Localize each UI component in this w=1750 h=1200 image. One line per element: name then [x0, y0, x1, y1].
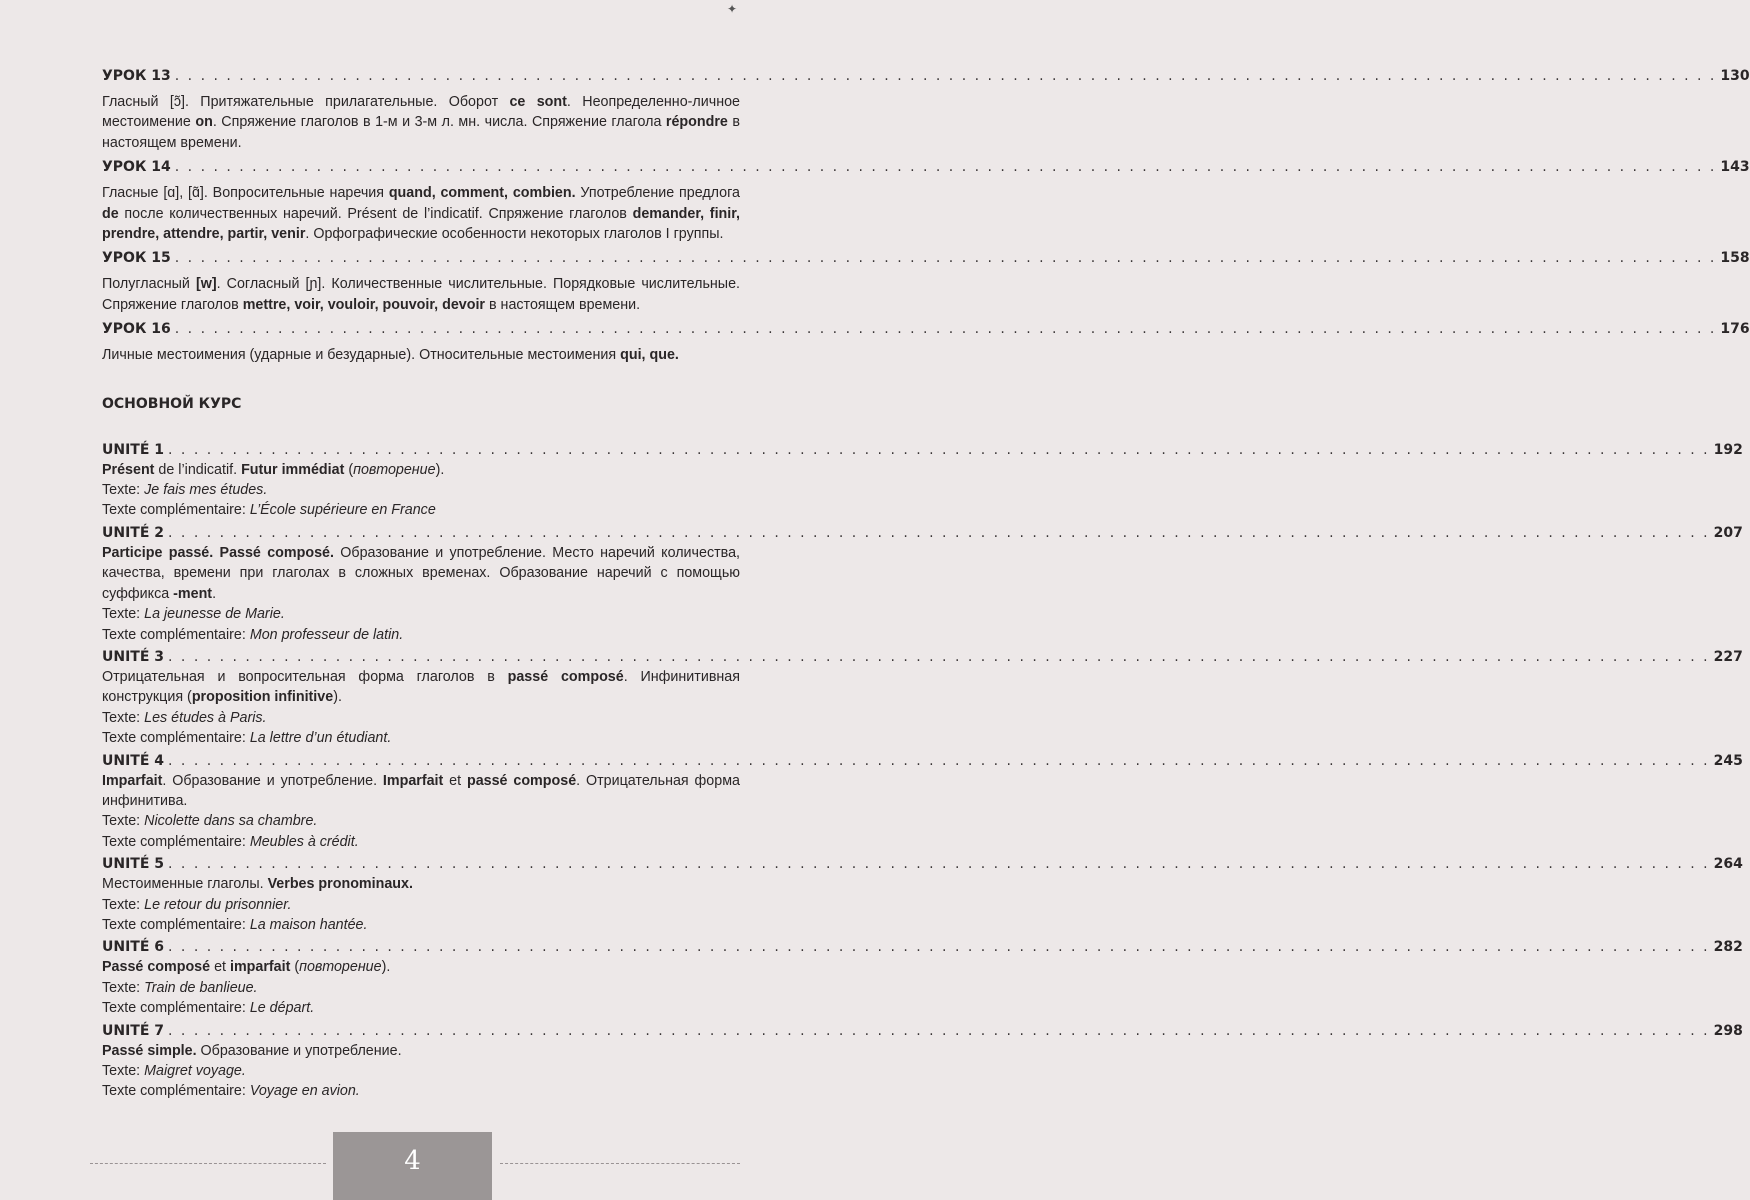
description-fragment: proposition infinitive — [191, 689, 334, 706]
entry-page-number: 264 — [1713, 856, 1743, 873]
description-fragment: Passé simple. — [102, 1042, 197, 1059]
texte-title: Nicolette dans sa chambre. — [144, 813, 318, 830]
description-fragment: [w] — [195, 276, 217, 293]
complementaire-title: Voyage en avion. — [249, 1083, 360, 1100]
entry-label: UNITÉ 3 — [102, 648, 165, 665]
description-fragment: on — [195, 114, 213, 131]
texte-label: Texte: — [102, 979, 145, 996]
entry-description — [102, 874, 740, 894]
footer-divider-right — [500, 1163, 740, 1164]
complementaire-label: Texte complémentaire: — [102, 833, 250, 850]
description-fragment: Гласный [ɔ̃]. Притяжательные прилагательные. Оборот — [102, 94, 510, 110]
complementaire-line — [102, 915, 740, 935]
complementaire-title: Mon professeur de latin. — [249, 626, 404, 643]
page-number: 4 — [404, 1146, 421, 1176]
entry-label: UNITÉ 6 — [102, 939, 165, 956]
toc-lesson — [102, 66, 1750, 153]
footer-divider-left — [90, 1163, 326, 1164]
toc-entry-heading — [102, 937, 1743, 957]
entry-page-number: 176 — [1720, 321, 1750, 338]
description-fragment: de l’indicatif. — [154, 461, 242, 478]
texte-label: Texte: — [102, 813, 145, 830]
description-fragment: Полугласный — [102, 276, 196, 293]
description-fragment: повторение — [353, 461, 436, 478]
description-fragment: Imparfait — [382, 772, 444, 789]
toc-unit — [102, 751, 1743, 853]
entry-description — [102, 957, 740, 977]
entry-page-number: 192 — [1713, 441, 1743, 458]
toc-entry-heading — [102, 854, 1743, 874]
texte-line — [102, 480, 740, 500]
texte-label: Texte: — [102, 896, 145, 913]
toc-unit — [102, 937, 1743, 1018]
toc-entry-heading — [102, 751, 1743, 771]
texte-line — [102, 978, 740, 998]
entry-description — [102, 771, 740, 812]
texte-label: Texte: — [102, 1063, 145, 1079]
toc-entry-heading — [102, 647, 1743, 667]
leader-dots: . . . . . . . . . . . . . . . . . . . . . . . . . . . . . . . . . . . . . . . . . . . . . . . . . . . . . . . . . . . . . . . . . . . . . . . . . . . . . . . . . . . . . . . . . . . . . . . . . . . . . . . . . . . . . . . . . . . . . . . . — [168, 856, 1710, 873]
description-fragment: Употребление предлога — [575, 185, 740, 202]
entry-page-number: 130 — [1720, 68, 1750, 84]
description-fragment: ce sont — [509, 94, 567, 110]
entry-page-number: 282 — [1713, 939, 1743, 956]
complementaire-label: Texte complémentaire: — [102, 730, 250, 747]
entry-page-number: 245 — [1713, 752, 1743, 769]
leader-dots: . . . . . . . . . . . . . . . . . . . . . . . . . . . . . . . . . . . . . . . . . . . . . . . . . . . . . . . . . . . . . . . . . . . . . . . . . . . . . . . . . . . . . . . . . . . . . . . . . . . . . . . . . . . . . . . . . . . . . . . . — [174, 159, 1717, 176]
entry-label: УРОК 15 — [102, 250, 171, 267]
entry-description — [102, 543, 740, 604]
description-fragment: ( — [290, 959, 300, 976]
entry-label: УРОК 14 — [102, 159, 171, 176]
description-fragment: . Образование и употребление. — [162, 772, 383, 789]
toc-unit — [102, 854, 1743, 935]
texte-title: Les études à Paris. — [144, 709, 267, 726]
entry-description — [102, 274, 740, 315]
texte-title: Je fais mes études. — [144, 482, 268, 499]
complementaire-line — [102, 500, 740, 520]
complementaire-label: Texte complémentaire: — [102, 626, 250, 643]
description-fragment: Passé composé — [102, 959, 211, 976]
complementaire-title: Meubles à crédit. — [249, 833, 359, 850]
description-fragment: Futur immédiat — [241, 461, 345, 478]
leader-dots: . . . . . . . . . . . . . . . . . . . . . . . . . . . . . . . . . . . . . . . . . . . . . . . . . . . . . . . . . . . . . . . . . . . . . . . . . . . . . . . . . . . . . . . . . . . . . . . . . . . . . . . . . . . . . . . . . . . . . . . . — [168, 752, 1710, 769]
entry-description — [102, 183, 740, 244]
description-fragment: imparfait — [229, 959, 291, 976]
description-fragment: Образование и употребление. Место наречий количества, качества, времени при глаголах в сложных временах. Образование наречий с помощью суффикса — [102, 544, 740, 602]
table-of-contents — [102, 66, 1750, 1104]
toc-unit — [102, 523, 1743, 645]
description-fragment: . Спряжение глаголов в 1-м и 3-м л. мн. числа. Спряжение глагола — [212, 114, 666, 131]
entry-description — [102, 460, 740, 480]
description-fragment: . Неопределенно-личное местоимение — [102, 94, 740, 131]
complementaire-label: Texte complémentaire: — [102, 502, 250, 519]
leader-dots: . . . . . . . . . . . . . . . . . . . . . . . . . . . . . . . . . . . . . . . . . . . . . . . . . . . . . . . . . . . . . . . . . . . . . . . . . . . . . . . . . . . . . . . . . . . . . . . . . . . . . . . . . . . . . . . . . . . . . . . . — [174, 250, 1717, 267]
leader-dots: . . . . . . . . . . . . . . . . . . . . . . . . . . . . . . . . . . . . . . . . . . . . . . . . . . . . . . . . . . . . . . . . . . . . . . . . . . . . . . . . . . . . . . . . . . . . . . . . . . . . . . . . . . . . . . . . . . . . . . . . — [168, 648, 1710, 665]
section-title: ОСНОВНОЙ КУРС — [102, 395, 242, 412]
texte-label: Texte: — [102, 709, 145, 726]
texte-line — [102, 708, 740, 728]
description-fragment: ). — [381, 959, 391, 976]
complementaire-line — [102, 998, 740, 1018]
texte-line — [102, 1061, 740, 1081]
complementaire-label: Texte complémentaire: — [102, 1000, 250, 1017]
lessons-list — [102, 66, 1750, 366]
entry-page-number: 143 — [1720, 159, 1750, 176]
toc-unit — [102, 440, 1743, 521]
entry-page-number: 207 — [1713, 524, 1743, 541]
entry-label: UNITÉ 5 — [102, 856, 165, 873]
texte-label: Texte: — [102, 606, 145, 623]
description-fragment: Местоименные глаголы. — [102, 876, 268, 893]
entry-description — [102, 667, 740, 708]
description-fragment: . Согласный [ɲ]. Количественные числительные. Порядковые числительные. Спряжение глаголов — [102, 276, 740, 313]
description-fragment: в настоящем времени. — [485, 296, 641, 313]
complementaire-label: Texte complémentaire: — [102, 1083, 250, 1100]
leader-dots: . . . . . . . . . . . . . . . . . . . . . . . . . . . . . . . . . . . . . . . . . . . . . . . . . . . . . . . . . . . . . . . . . . . . . . . . . . . . . . . . . . . . . . . . . . . . . . . . . . . . . . . . . . . . . . . . . . . . . . . . — [168, 441, 1710, 458]
entry-label: UNITÉ 7 — [102, 1022, 165, 1039]
entry-label: UNITÉ 2 — [102, 524, 165, 541]
leader-dots: . . . . . . . . . . . . . . . . . . . . . . . . . . . . . . . . . . . . . . . . . . . . . . . . . . . . . . . . . . . . . . . . . . . . . . . . . . . . . . . . . . . . . . . . . . . . . . . . . . . . . . . . . . . . . . . . . . . . . . . . — [168, 524, 1710, 541]
complementaire-line — [102, 625, 740, 645]
description-fragment: после количественных наречий. Présent de l’indicatif. Спряжение глаголов — [118, 205, 633, 222]
description-fragment: Гласные [ɑ], [ɑ̃]. Вопросительные наречия — [102, 185, 389, 202]
units-list — [102, 440, 1743, 1102]
description-fragment: повторение — [299, 959, 382, 976]
toc-entry-heading — [102, 523, 1743, 543]
leader-dots: . . . . . . . . . . . . . . . . . . . . . . . . . . . . . . . . . . . . . . . . . . . . . . . . . . . . . . . . . . . . . . . . . . . . . . . . . . . . . . . . . . . . . . . . . . . . . . . . . . . . . . . . . . . . . . . . . . . . . . . . — [168, 939, 1710, 956]
texte-title: Le retour du prisonnier. — [144, 896, 292, 913]
toc-lesson — [102, 248, 1750, 315]
description-fragment: Отрицательная и вопросительная форма глаголов в — [102, 668, 508, 685]
entry-page-number: 227 — [1713, 648, 1743, 665]
description-fragment: -ment — [173, 585, 213, 602]
description-fragment: Verbes pronominaux. — [267, 876, 413, 893]
toc-entry-heading — [102, 157, 1750, 177]
description-fragment: . Орфографические особенности некоторых глаголов I группы. — [305, 226, 724, 243]
page-number-box — [333, 1132, 492, 1200]
description-fragment: et — [443, 772, 467, 789]
complementaire-title: L’École supérieure en France — [249, 502, 436, 519]
toc-lesson — [102, 157, 1750, 244]
entry-description — [102, 92, 740, 153]
description-fragment: ). — [435, 461, 445, 478]
complementaire-label: Texte complémentaire: — [102, 916, 250, 933]
toc-entry-heading — [102, 248, 1750, 268]
description-fragment: passé composé — [466, 772, 577, 789]
description-fragment: ). — [333, 689, 342, 706]
entry-page-number: 158 — [1720, 250, 1750, 267]
complementaire-line — [102, 1081, 740, 1101]
description-fragment: Présent — [102, 461, 155, 478]
description-fragment: Образование и употребление. — [196, 1042, 402, 1059]
entry-description — [102, 1041, 740, 1061]
complementaire-title: La maison hantée. — [249, 916, 368, 933]
texte-title: Maigret voyage. — [144, 1063, 246, 1079]
toc-unit — [102, 1021, 1743, 1102]
description-fragment: et — [210, 959, 230, 976]
texte-line — [102, 895, 740, 915]
description-fragment: répondre — [665, 114, 728, 131]
toc-unit — [102, 647, 1743, 749]
texte-line — [102, 811, 740, 831]
toc-entry-heading — [102, 1021, 1743, 1041]
description-fragment: . Инфинитивная конструкция ( — [102, 668, 740, 706]
entry-description — [102, 345, 740, 365]
description-fragment: Личные местоимения (ударные и безударные). Относительные местоимения — [102, 347, 621, 364]
description-fragment: ( — [344, 461, 354, 478]
complementaire-title: Le départ. — [249, 1000, 315, 1017]
toc-entry-heading — [102, 319, 1750, 339]
entry-page-number: 298 — [1713, 1022, 1743, 1039]
description-fragment: quand, comment, combien. — [388, 185, 576, 202]
entry-label: УРОК 13 — [102, 68, 171, 84]
description-fragment: Imparfait — [102, 772, 163, 789]
description-fragment: mettre, voir, vouloir, pouvoir, devoir — [242, 296, 486, 313]
texte-label: Texte: — [102, 482, 145, 499]
description-fragment: passé composé — [507, 668, 624, 685]
texte-title: La jeunesse de Marie. — [144, 606, 285, 623]
entry-label: UNITÉ 1 — [102, 441, 165, 458]
corner-mark: ✦ — [727, 2, 738, 16]
complementaire-title: La lettre d’un étudiant. — [249, 730, 392, 747]
leader-dots: . . . . . . . . . . . . . . . . . . . . . . . . . . . . . . . . . . . . . . . . . . . . . . . . . . . . . . . . . . . . . . . . . . . . . . . . . . . . . . . . . . . . . . . . . . . . . . . . . . . . . . . . . . . . . . . . . . . . . . . . — [174, 68, 1717, 84]
entry-label: UNITÉ 4 — [102, 752, 165, 769]
complementaire-line — [102, 728, 740, 748]
description-fragment: qui, que. — [620, 347, 679, 364]
complementaire-line — [102, 832, 740, 852]
leader-dots: . . . . . . . . . . . . . . . . . . . . . . . . . . . . . . . . . . . . . . . . . . . . . . . . . . . . . . . . . . . . . . . . . . . . . . . . . . . . . . . . . . . . . . . . . . . . . . . . . . . . . . . . . . . . . . . . . . . . . . . . — [174, 321, 1717, 338]
description-fragment: . Отрицательная форма инфинитива. — [102, 772, 740, 809]
texte-title: Train de banlieue. — [144, 979, 258, 996]
description-fragment: . — [212, 585, 217, 602]
description-fragment: de — [102, 205, 119, 222]
texte-line — [102, 604, 740, 624]
toc-lesson — [102, 319, 1750, 365]
description-fragment: Participe passé. Passé composé. — [102, 544, 334, 561]
leader-dots: . . . . . . . . . . . . . . . . . . . . . . . . . . . . . . . . . . . . . . . . . . . . . . . . . . . . . . . . . . . . . . . . . . . . . . . . . . . . . . . . . . . . . . . . . . . . . . . . . . . . . . . . . . . . . . . . . . . . . . . . — [168, 1022, 1710, 1039]
description-fragment: demander, finir, prendre, attendre, partir, venir — [102, 205, 740, 243]
toc-entry-heading — [102, 440, 1743, 460]
toc-entry-heading — [102, 66, 1750, 86]
description-fragment: в настоящем времени. — [102, 114, 740, 151]
entry-label: УРОК 16 — [102, 321, 171, 338]
